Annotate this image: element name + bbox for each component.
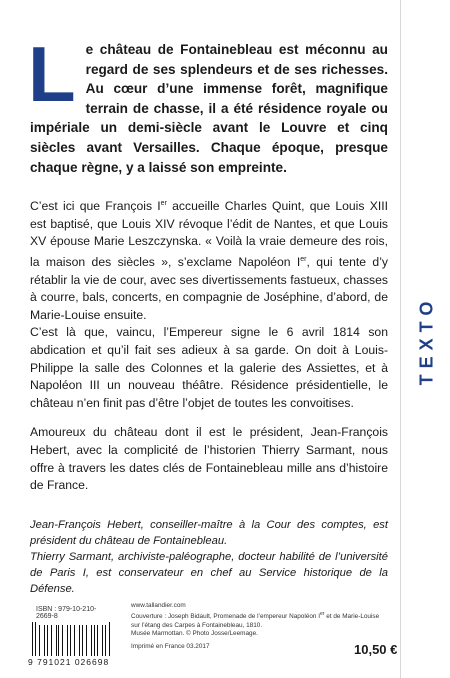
text-segment: accueille Charles Quint, que Louis XIII est baptisé, que Louis XIV révoque l’édit de Nantes, et que Louis XV épouse Marie Leszczynska. « Voilà la vraie demeure des rois, la maison des siècles », s’exclame Napoléon I	[30, 199, 388, 270]
barcode-bar	[52, 625, 53, 656]
intro-text: e château de Fontainebleau est méconnu au regard de ses splendeurs et de ses richesses. Au cœur d’une immense forêt, magnifique terrain de chasse, il a été résidence royale ou impériale un demi-siècle avant le Louvre et cinq siècles avant Versailles. Chaque époque, presque chaque règne, y a laissé son empreinte.	[30, 42, 388, 175]
text-segment: , qui tente d’y rétablir la vie de cour, avec ses divertissements fastueux, chasses à courre, bals, concerts, en compagnie de Joséphine, d’abord, de Marie-Louise ensuite.	[30, 255, 389, 322]
barcode-bar	[109, 622, 110, 656]
barcode-bar	[99, 625, 100, 656]
barcode-bar	[58, 625, 59, 656]
barcode-icon	[32, 622, 114, 656]
barcode-bar	[86, 625, 87, 656]
paragraph-empire: C’est là que, vaincu, l’Empereur signe le 6 avril 1814 son abdication et qu’il fait ses adieux à sa garde. On doit à Louis-Philippe la salle des Colonnes et la galerie des Assiettes, et à Napoléon III un nouveau théâtre. Résidence présidentielle, le château n’en finit pas d’être l’objet de toutes les convoitises.	[30, 325, 388, 410]
intro-paragraph	[28, 30, 388, 177]
bio-hebert: Jean-François Hebert, conseiller-maître à la Cour des comptes, est président du château de Fontainebleau.	[30, 518, 388, 547]
text-segment: C’est ici que François I	[30, 199, 161, 214]
barcode-bar	[39, 625, 40, 656]
superscript: er	[300, 256, 307, 263]
bio-sarmant: Thierry Sarmant, archiviste-paléographe, docteur habilité de l’université de Paris I, est conservateur en chef au Service historique de la Défense.	[30, 550, 388, 595]
spacer	[30, 412, 388, 424]
paragraph-history	[30, 195, 388, 324]
cover-credit	[131, 610, 381, 630]
publisher-credits	[131, 602, 381, 651]
spine-label	[412, 280, 442, 400]
author-bios	[30, 517, 388, 597]
paragraph-authors: Amoureux du château dont il est le président, Jean-François Hebert, avec la complicité de l’historien Thierry Sarmant, nous offre à travers les dates clés de Fontainebleau mille ans d’histoire de France.	[30, 425, 388, 493]
blurb	[28, 30, 389, 597]
credit-text: Couverture : Joseph Bidault, Promenade de l’empereur Napoléon I	[131, 613, 320, 621]
barcode-block	[28, 606, 114, 667]
superscript: er	[160, 200, 167, 208]
barcode-bar	[64, 625, 65, 656]
publisher-url: www.tallandier.com	[131, 602, 186, 609]
barcode-bar	[82, 625, 83, 656]
superscript: er	[320, 611, 325, 618]
spacer	[30, 495, 388, 507]
barcode-bar	[92, 625, 93, 656]
credit-text: et de Marie-Louise sur l’étang des Carpes à Fontainebleau, 1810.	[131, 613, 380, 629]
barcode-bar	[76, 625, 77, 656]
barcode-bar	[97, 625, 98, 656]
price: 10,50 €	[354, 642, 398, 657]
isbn: ISBN : 979-10-210-2669-8	[36, 606, 97, 620]
drop-cap: L	[28, 30, 76, 118]
printed-in: Imprimé en France 03.2017	[131, 642, 210, 650]
barcode-number: 9 791021 026698	[28, 657, 110, 667]
barcode-bar	[47, 625, 48, 656]
collection-name: TEXTO	[416, 295, 437, 385]
photo-credit: Musée Marmottan. © Photo Josse/Leemage.	[131, 630, 258, 638]
